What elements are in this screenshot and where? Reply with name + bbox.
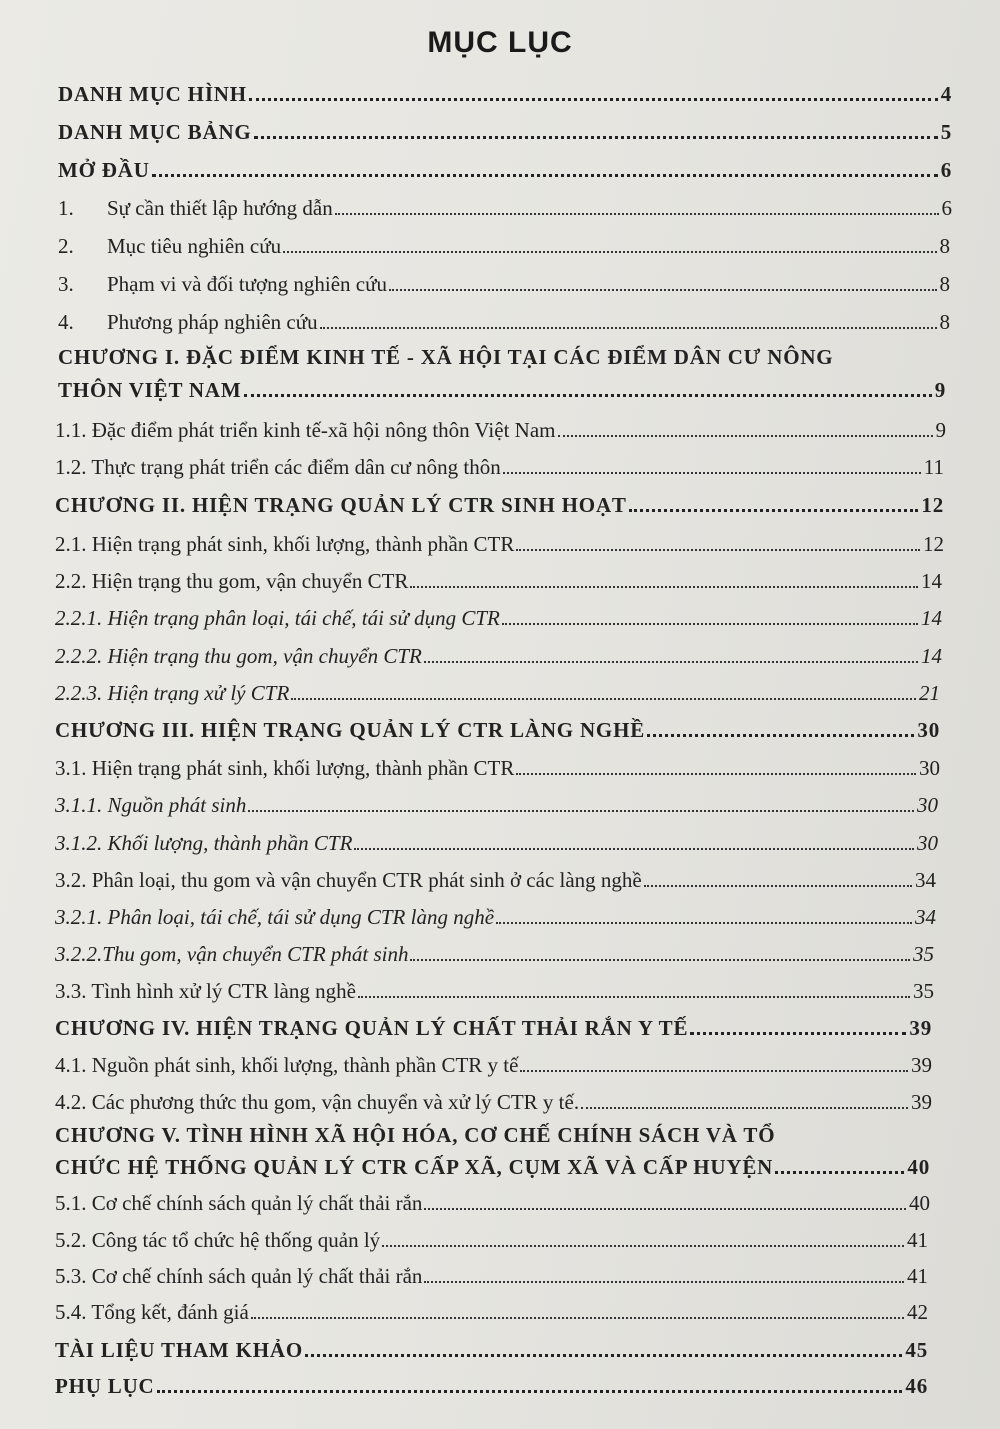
- toc-entry[interactable]: [55, 1090, 932, 1115]
- toc-entry[interactable]: [55, 718, 940, 743]
- toc-page-number: 14: [921, 606, 942, 630]
- toc-page-number: 8: [939, 272, 950, 296]
- toc-page-number: 45: [905, 1338, 928, 1362]
- toc-entry-label: 1.1. Đặc điểm phát triển kinh tế-xã hội nông thôn Việt Nam: [55, 418, 556, 442]
- toc-page-number: 5: [940, 120, 952, 144]
- toc-entry[interactable]: [55, 1155, 930, 1180]
- toc-entry[interactable]: [55, 644, 942, 669]
- dot-leader: [690, 1032, 906, 1035]
- dot-leader: [424, 1281, 904, 1283]
- toc-page-number: 40: [907, 1155, 930, 1179]
- toc-page-number: 40: [909, 1191, 930, 1215]
- dot-leader: [152, 174, 938, 177]
- toc-entry[interactable]: [55, 979, 934, 1004]
- toc-entry[interactable]: [58, 82, 952, 107]
- toc-page-number: 41: [907, 1228, 928, 1252]
- dot-leader: [305, 1354, 902, 1357]
- toc-page-number: 42: [907, 1300, 928, 1324]
- toc-entry[interactable]: [55, 455, 944, 480]
- toc-page-number: 8: [939, 234, 950, 258]
- dot-leader: [502, 623, 918, 625]
- toc-page-number: 35: [913, 979, 934, 1003]
- dot-leader: [320, 327, 937, 329]
- toc-entry-label: THÔN VIỆT NAM: [58, 378, 242, 402]
- toc-page-number: 35: [913, 942, 934, 966]
- toc-entry-label: 5.1. Cơ chế chính sách quản lý chất thải rắn: [55, 1191, 423, 1215]
- toc-entry-label: 5.2. Công tác tổ chức hệ thống quản lý: [55, 1228, 381, 1252]
- toc-page-number: 14: [921, 644, 942, 668]
- toc-entry-label: DANH MỤC HÌNH: [58, 82, 247, 106]
- toc-entry-label: MỞ ĐẦU: [58, 158, 150, 182]
- toc-entry[interactable]: [55, 1191, 930, 1216]
- toc-entry[interactable]: [55, 606, 942, 631]
- toc-page-number: 4: [940, 82, 952, 106]
- dot-leader: [629, 509, 919, 512]
- toc-page-number: 39: [911, 1090, 932, 1114]
- dot-leader: [424, 1208, 906, 1210]
- toc-page-number: 9: [935, 418, 946, 442]
- dot-leader: [283, 251, 936, 253]
- toc-entry-label: 4.2. Các phương thức thu gom, vận chuyển và xử lý CTR y tế.: [55, 1090, 580, 1114]
- dot-leader: [516, 773, 916, 775]
- toc-entry-number: 3.: [58, 272, 74, 296]
- dot-leader: [410, 959, 910, 961]
- dot-leader: [410, 586, 918, 588]
- toc-entry-label: 3.1. Hiện trạng phát sinh, khối lượng, thành phần CTR: [55, 756, 515, 780]
- toc-entry[interactable]: [58, 234, 950, 259]
- dot-leader: [516, 549, 920, 551]
- toc-entry[interactable]: [55, 418, 946, 443]
- toc-entry[interactable]: [55, 493, 944, 518]
- toc-entry-label: 4.1. Nguồn phát sinh, khối lượng, thành phần CTR y tế: [55, 1053, 519, 1077]
- toc-page-number: 12: [921, 493, 944, 517]
- toc-entry-label: 3.2. Phân loại, thu gom và vận chuyển CTR phát sinh ở các làng nghề: [55, 868, 642, 892]
- toc-entry-label: CHƯƠNG III. HIỆN TRẠNG QUẢN LÝ CTR LÀNG NGHỀ: [55, 718, 646, 742]
- toc-entry-label: 2.2.1. Hiện trạng phân loại, tái chế, tái sử dụng CTR: [55, 606, 500, 630]
- toc-entry[interactable]: [58, 196, 952, 221]
- toc-chapter-heading-line: CHƯƠNG V. TÌNH HÌNH XÃ HỘI HÓA, CƠ CHẾ CHÍNH SÁCH VÀ TỔ: [55, 1123, 776, 1147]
- dot-leader: [581, 1107, 908, 1109]
- toc-entry-label: 2.2.3. Hiện trạng xử lý CTR: [55, 681, 290, 705]
- toc-page-number: 6: [940, 158, 952, 182]
- dot-leader: [382, 1245, 904, 1247]
- dot-leader: [244, 394, 932, 397]
- toc-page-number: 11: [923, 455, 944, 479]
- toc-entry[interactable]: [55, 1053, 932, 1078]
- toc-entry[interactable]: [55, 1228, 928, 1253]
- toc-entry[interactable]: [55, 1264, 928, 1289]
- toc-page-number: 30: [919, 756, 940, 780]
- dot-leader: [251, 1317, 904, 1319]
- dot-leader: [249, 98, 938, 101]
- toc-entry-label: CHƯƠNG II. HIỆN TRẠNG QUẢN LÝ CTR SINH HOẠT: [55, 493, 627, 517]
- toc-page-number: 14: [921, 569, 942, 593]
- toc-entry[interactable]: [58, 310, 950, 335]
- toc-entry[interactable]: [55, 793, 938, 818]
- toc-entry-label: 5.4. Tổng kết, đánh giá: [55, 1300, 249, 1324]
- dot-leader: [496, 922, 912, 924]
- toc-entry[interactable]: [55, 942, 934, 967]
- dot-leader: [558, 435, 933, 437]
- dot-leader: [503, 472, 921, 474]
- toc-page-number: 30: [917, 718, 940, 742]
- page-title: MỤC LỤC: [427, 26, 573, 59]
- toc-entry-label: CHƯƠNG IV. HIỆN TRẠNG QUẢN LÝ CHẤT THẢI RẮN Y TẾ: [55, 1016, 689, 1040]
- toc-page-number: 12: [923, 532, 944, 556]
- toc-entry-label: PHỤ LỤC: [55, 1374, 155, 1398]
- toc-entry[interactable]: [58, 158, 952, 183]
- toc-entry-label: Phương pháp nghiên cứu: [107, 310, 318, 334]
- dot-leader: [354, 848, 914, 850]
- dot-leader: [157, 1390, 903, 1393]
- toc-entry-label: 2.2. Hiện trạng thu gom, vận chuyển CTR: [55, 569, 409, 593]
- toc-page-number: 46: [905, 1374, 928, 1398]
- toc-page-number: 39: [911, 1053, 932, 1077]
- toc-entry-label: 3.2.2.Thu gom, vận chuyển CTR phát sinh: [55, 942, 409, 966]
- toc-page-number: 39: [909, 1016, 932, 1040]
- toc-entry-number: 1.: [58, 196, 74, 220]
- toc-entry[interactable]: [58, 120, 952, 145]
- toc-page-number: 8: [939, 310, 950, 334]
- dot-leader: [424, 661, 918, 663]
- toc-entry-number: 4.: [58, 310, 74, 334]
- toc-entry-label: 2.1. Hiện trạng phát sinh, khối lượng, thành phần CTR: [55, 532, 515, 556]
- dot-leader: [291, 698, 916, 700]
- dot-leader: [335, 213, 939, 215]
- toc-entry[interactable]: [55, 831, 938, 856]
- toc-page-number: 6: [941, 196, 952, 220]
- toc-entry[interactable]: [55, 569, 942, 594]
- toc-page-number: 30: [917, 793, 938, 817]
- dot-leader: [644, 885, 912, 887]
- toc-entry-label: Mục tiêu nghiên cứu: [107, 234, 282, 258]
- dot-leader: [775, 1171, 904, 1174]
- dot-leader: [389, 289, 936, 291]
- toc-entry-label: 1.2. Thực trạng phát triển các điểm dân cư nông thôn: [55, 455, 501, 479]
- dot-leader: [520, 1070, 908, 1072]
- toc-entry[interactable]: [55, 756, 940, 781]
- toc-entry-label: Phạm vi và đối tượng nghiên cứu: [107, 272, 388, 296]
- toc-entry[interactable]: [58, 378, 946, 403]
- toc-entry[interactable]: [55, 532, 944, 557]
- dot-leader: [254, 136, 938, 139]
- toc-entry[interactable]: [55, 905, 936, 930]
- toc-entry[interactable]: [58, 272, 950, 297]
- toc-entry-label: TÀI LIỆU THAM KHẢO: [55, 1338, 303, 1362]
- toc-entry-label: 3.1.2. Khối lượng, thành phần CTR: [55, 831, 353, 855]
- toc-entry-number: 2.: [58, 234, 74, 258]
- toc-entry-label: CHỨC HỆ THỐNG QUẢN LÝ CTR CẤP XÃ, CỤM XÃ VÀ CẤP HUYỆN: [55, 1155, 774, 1179]
- toc-page-number: 30: [917, 831, 938, 855]
- toc-entry[interactable]: [55, 1016, 932, 1041]
- toc-entry[interactable]: [55, 868, 936, 893]
- toc-entry[interactable]: [55, 681, 940, 706]
- toc-entry-label: 3.2.1. Phân loại, tái chế, tái sử dụng CTR làng nghề: [55, 905, 495, 929]
- toc-entry[interactable]: [55, 1300, 928, 1325]
- dot-leader: [358, 996, 910, 998]
- toc-page-number: 21: [919, 681, 940, 705]
- toc-entry-label: 5.3. Cơ chế chính sách quản lý chất thải rắn: [55, 1264, 423, 1288]
- toc-entry-label: DANH MỤC BẢNG: [58, 120, 252, 144]
- toc-chapter-heading-line: CHƯƠNG I. ĐẶC ĐIỂM KINH TẾ - XÃ HỘI TẠI CÁC ĐIỂM DÂN CƯ NÔNG: [58, 345, 834, 369]
- dot-leader: [248, 810, 914, 812]
- toc-entry-label: 2.2.2. Hiện trạng thu gom, vận chuyển CTR: [55, 644, 422, 668]
- toc-page-number: 41: [907, 1264, 928, 1288]
- dot-leader: [647, 734, 914, 737]
- toc-entry-label: Sự cần thiết lập hướng dẫn: [107, 196, 333, 220]
- toc-entry-label: 3.3. Tình hình xử lý CTR làng nghề: [55, 979, 356, 1003]
- toc-entry[interactable]: [55, 1374, 928, 1399]
- toc-page-number: 34: [915, 905, 936, 929]
- toc-page-number: 34: [915, 868, 936, 892]
- toc-entry-label: 3.1.1. Nguồn phát sinh: [55, 793, 247, 817]
- toc-entry[interactable]: [55, 1338, 928, 1363]
- toc-page-number: 9: [934, 378, 946, 402]
